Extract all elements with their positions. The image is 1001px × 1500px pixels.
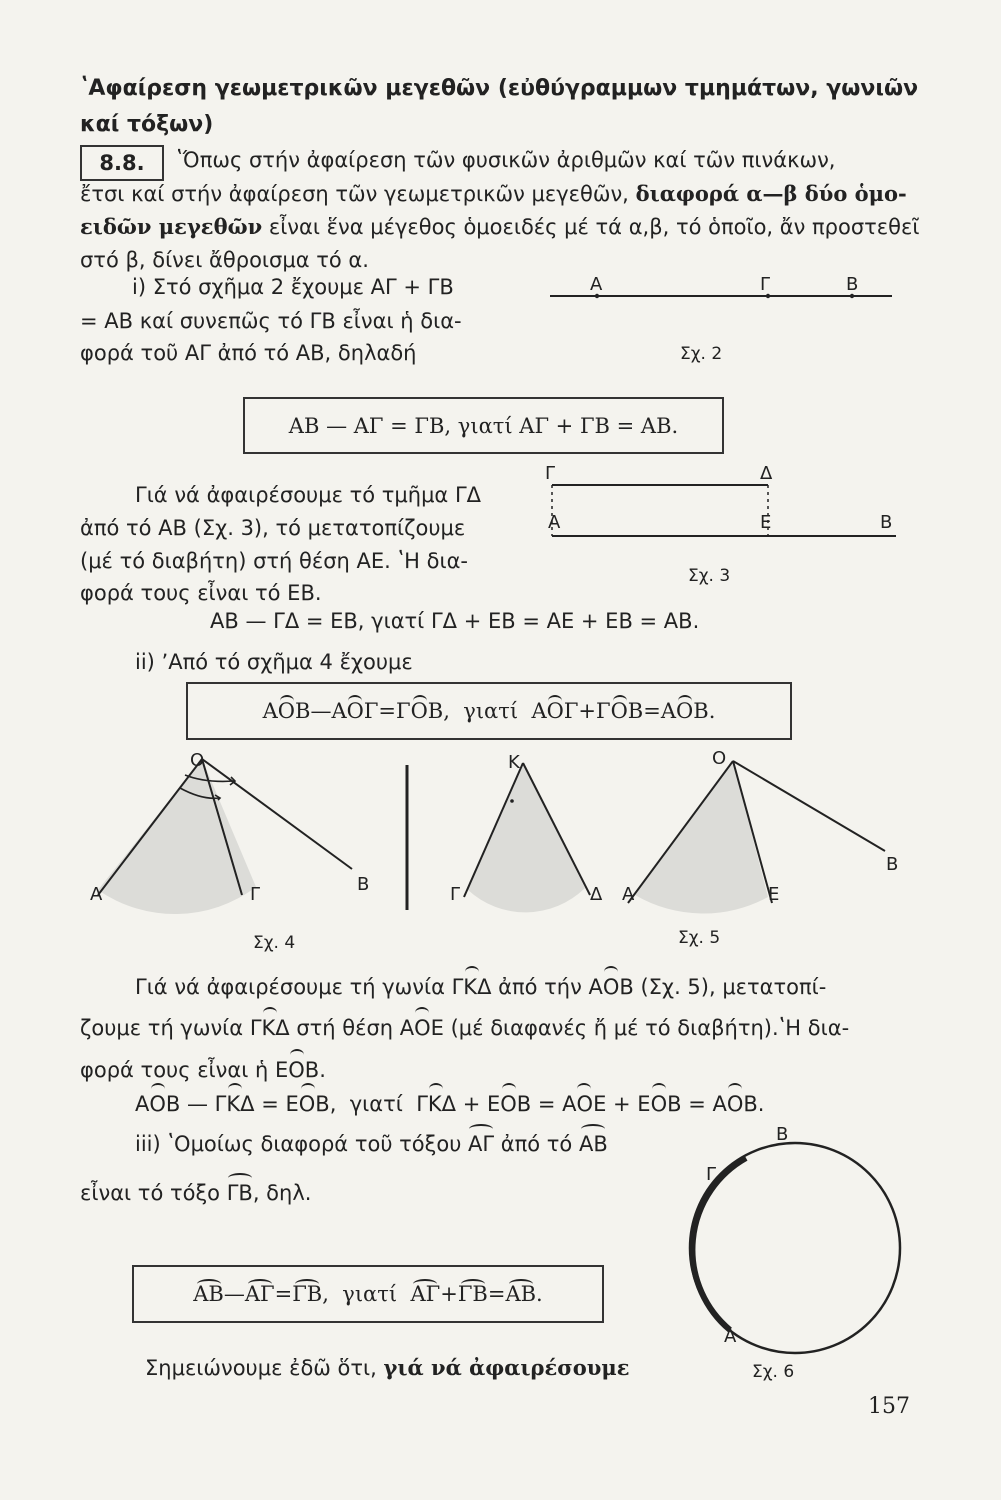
part-i-line3: φορά τοῦ ΑΓ ἀπό τό ΑΒ, δηλαδή: [80, 341, 417, 365]
fig3-label-b: Β: [880, 512, 893, 533]
segment-sub-line1: Γιά νά ἀφαιρέσουμε τό τμῆμα ΓΔ: [135, 483, 482, 507]
fig5-ray-ob: [733, 761, 885, 851]
arc: ΑΓ: [410, 1282, 441, 1306]
fig5-label-g: Γ: [450, 884, 461, 905]
angle-gob: ΓΟΒ: [396, 699, 444, 723]
angle-gob: ΓΟΒ: [596, 699, 644, 723]
fig3-label-a: Α: [548, 512, 561, 533]
fig2-label-b: Β: [846, 274, 859, 295]
fig5-label-b: Β: [886, 854, 899, 875]
angle-sub-line3: [80, 1053, 326, 1087]
section-heading-line1: ʽΑφαίρεση γεωμετρικῶν μεγεθῶν (εὐθύγραμμων τμημάτων, γωνιῶν: [80, 76, 919, 101]
fig3-caption: Σχ. 3: [688, 566, 731, 586]
part-i-line1: i) Στό σχῆμα 2 ἔχουμε ΑΓ + ΓΒ: [132, 275, 454, 299]
angle: ΑΟΕ: [562, 1087, 606, 1121]
text: , δηλ.: [252, 1181, 312, 1205]
segment-sub-line3: (μέ τό διαβήτη) στή θέση ΑΕ. ʽΗ δια-: [80, 549, 469, 573]
fig4-label-a: Α: [90, 884, 103, 905]
op: =: [531, 1092, 563, 1116]
fig6-label-b: Β: [776, 1124, 789, 1145]
angle-aog: ΑΟΓ: [331, 699, 379, 723]
closing-text: Σημειώνουμε ἐδῶ ὅτι,: [145, 1356, 377, 1380]
segment-sub-line2: ἀπό τό ΑΒ (Σχ. 3), τό μετατοπίζουμε: [80, 516, 466, 540]
op: +: [456, 1092, 487, 1116]
angle: ΓΚΔ: [215, 1087, 255, 1121]
figure-3: [540, 460, 900, 550]
fig2-label-a: Α: [590, 274, 603, 295]
formula-segments: ΑΒ — ΑΓ = ΓΒ, γιατί ΑΓ + ΓΒ = ΑΒ.: [288, 413, 679, 438]
fig6-label-g: Γ: [706, 1164, 717, 1185]
formula-box-arcs: [132, 1265, 604, 1323]
part-iii-line1: [135, 1127, 608, 1161]
text: ἀπό τήν: [491, 975, 589, 999]
fig5-label-o: Ο: [712, 748, 727, 769]
fig4-caption: Σχ. 4: [253, 933, 296, 953]
fig5-label-d: Δ: [590, 884, 603, 905]
text: Γιά νά ἀφαιρέσουμε τή γωνία: [135, 975, 452, 999]
text: ἀπό τό: [494, 1132, 579, 1156]
figures-4-5: [80, 745, 910, 925]
op: =: [681, 1092, 713, 1116]
fig5-label-e: Ε: [768, 884, 780, 905]
fig5-caption: Σχ. 5: [678, 928, 721, 948]
fig2-label-g: Γ: [760, 274, 771, 295]
op: +: [578, 699, 597, 723]
fig5-shaded-gkd: [468, 763, 585, 912]
arc: ΓΒ: [292, 1282, 323, 1306]
fig5-shaded-aoe: [635, 761, 768, 914]
arc: ΑΒ: [505, 1282, 537, 1306]
formula-box-angles: [186, 682, 792, 740]
segment-sub-formula: ΑΒ — ΓΔ = ΕΒ, γιατί ΓΔ + ΕΒ = ΑΕ + ΕΒ = ΑΒ.: [210, 609, 700, 633]
arc-ab: ΑΒ: [579, 1127, 608, 1161]
fig4-label-o: Ο: [190, 750, 205, 771]
closing-line: [145, 1351, 629, 1385]
op: +: [440, 1282, 458, 1306]
text: στή θέση: [289, 1016, 400, 1040]
op: =: [254, 1092, 286, 1116]
closing-bold: γιά νά ἀφαιρέσουμε: [383, 1355, 630, 1380]
intro-line3-text: εἶναι ἕνα μέγεθος ὁμοειδές μέ τά α,β, τό ὁποῖο, ἄν προστεθεῖ: [268, 215, 920, 239]
text: εἶναι τό τόξο: [80, 1181, 227, 1205]
intro-line1: ʽΌπως στήν ἀφαίρεση τῶν φυσικῶν ἀριθμῶν καί τῶν πινάκων,: [176, 148, 836, 172]
angle-aob: ΑΟΒ: [262, 699, 311, 723]
text: (μέ διαφανές ἤ μέ τό διαβήτη).ʽΗ δια-: [443, 1016, 850, 1040]
text: iii) ʽΟμοίως διαφορά τοῦ τόξου: [135, 1132, 469, 1156]
op: .: [536, 1282, 543, 1306]
formula-angles: [188, 684, 790, 738]
fig3-label-d: Δ: [760, 463, 773, 484]
op: , γιατί: [322, 1282, 411, 1306]
page-number: 157: [868, 1394, 910, 1419]
angle-aog: ΑΟΓ: [531, 699, 579, 723]
angle-aoe: ΑΟΕ: [400, 1011, 444, 1045]
fig4-label-g: Γ: [250, 884, 261, 905]
arc-gb: ΓΒ: [227, 1176, 253, 1210]
part-iii-line2: [80, 1176, 311, 1210]
section-number: 8.8.: [80, 145, 164, 181]
op: +: [606, 1092, 638, 1116]
angle-gkd: ΓΚΔ: [250, 1011, 290, 1045]
op: , γιατί: [443, 699, 532, 723]
arc-ag: ΑΓ: [468, 1127, 494, 1161]
intro-line2-text: ἔτσι καί στήν ἀφαίρεση τῶν γεωμετρικῶν μεγεθῶν,: [80, 182, 629, 206]
angle: ΓΚΔ: [416, 1087, 456, 1121]
op: =: [487, 1282, 506, 1306]
intro-line4: στό β, δίνει ἄθροισμα τό α.: [80, 248, 369, 272]
text: (Σχ. 5), μετατοπί-: [633, 975, 827, 999]
angle: ΑΟΒ: [712, 1087, 757, 1121]
angle: ΕΟΒ: [487, 1087, 531, 1121]
intro-line2: [80, 177, 907, 211]
text: ζουμε τή γωνία: [80, 1016, 250, 1040]
formula-arcs: [134, 1267, 602, 1321]
part-ii-intro: ii) ʼΑπό τό σχῆμα 4 ἔχουμε: [135, 650, 413, 674]
intro-definition-bold: διαφορά α—β δύο ὁμο-: [635, 181, 907, 206]
op: .: [757, 1092, 765, 1116]
op: =: [643, 699, 661, 723]
angle-sub-line2: [80, 1011, 849, 1045]
op: —: [310, 699, 332, 723]
part-i-line2: = ΑΒ καί συνεπῶς τό ΓΒ εἶναι ἡ δια-: [80, 309, 462, 333]
arc: ΑΓ: [244, 1282, 275, 1306]
op: =: [274, 1282, 293, 1306]
angle-sub-line1: [135, 970, 826, 1004]
op: , γιατί: [329, 1092, 417, 1116]
fig3-label-g: Γ: [545, 463, 556, 484]
intro-line3: [80, 210, 919, 244]
fig6-arc-ag: [692, 1158, 746, 1330]
fig3-label-e: Ε: [760, 512, 772, 533]
text: φορά τους εἶναι ἡ: [80, 1058, 275, 1082]
fig4-label-b: Β: [357, 874, 370, 895]
angle-aob: ΑΟΒ: [588, 970, 633, 1004]
fig5-dot: [510, 799, 514, 803]
fig6-caption: Σχ. 6: [752, 1362, 795, 1382]
intro-definition-bold-2: ειδῶν μεγεθῶν: [80, 214, 263, 239]
fig2-caption: Σχ. 2: [680, 344, 723, 364]
arc: ΓΒ: [457, 1282, 488, 1306]
angle-aob: ΑΟΒ: [660, 699, 709, 723]
angle-gkd: ΓΚΔ: [452, 970, 492, 1004]
fig5-label-k: Κ: [508, 752, 520, 773]
op: —: [223, 1282, 245, 1306]
angle: ΕΟΒ: [637, 1087, 681, 1121]
fig5-label-a: Α: [622, 884, 635, 905]
formula-box-segments: [243, 397, 724, 454]
angle-sub-formula: [135, 1087, 764, 1121]
arc: ΑΒ: [193, 1282, 224, 1306]
op: .: [708, 699, 716, 723]
segment-sub-line4: φορά τους εἶναι τό ΕΒ.: [80, 581, 322, 605]
angle: ΑΟΒ: [135, 1087, 180, 1121]
angle: ΕΟΒ: [285, 1087, 329, 1121]
text: .: [319, 1058, 326, 1082]
op: =: [378, 699, 397, 723]
angle-eob: ΕΟΒ: [275, 1053, 319, 1087]
section-heading-line2: καί τόξων): [80, 112, 214, 137]
op: —: [180, 1092, 215, 1116]
fig6-label-a: Α: [724, 1326, 737, 1347]
